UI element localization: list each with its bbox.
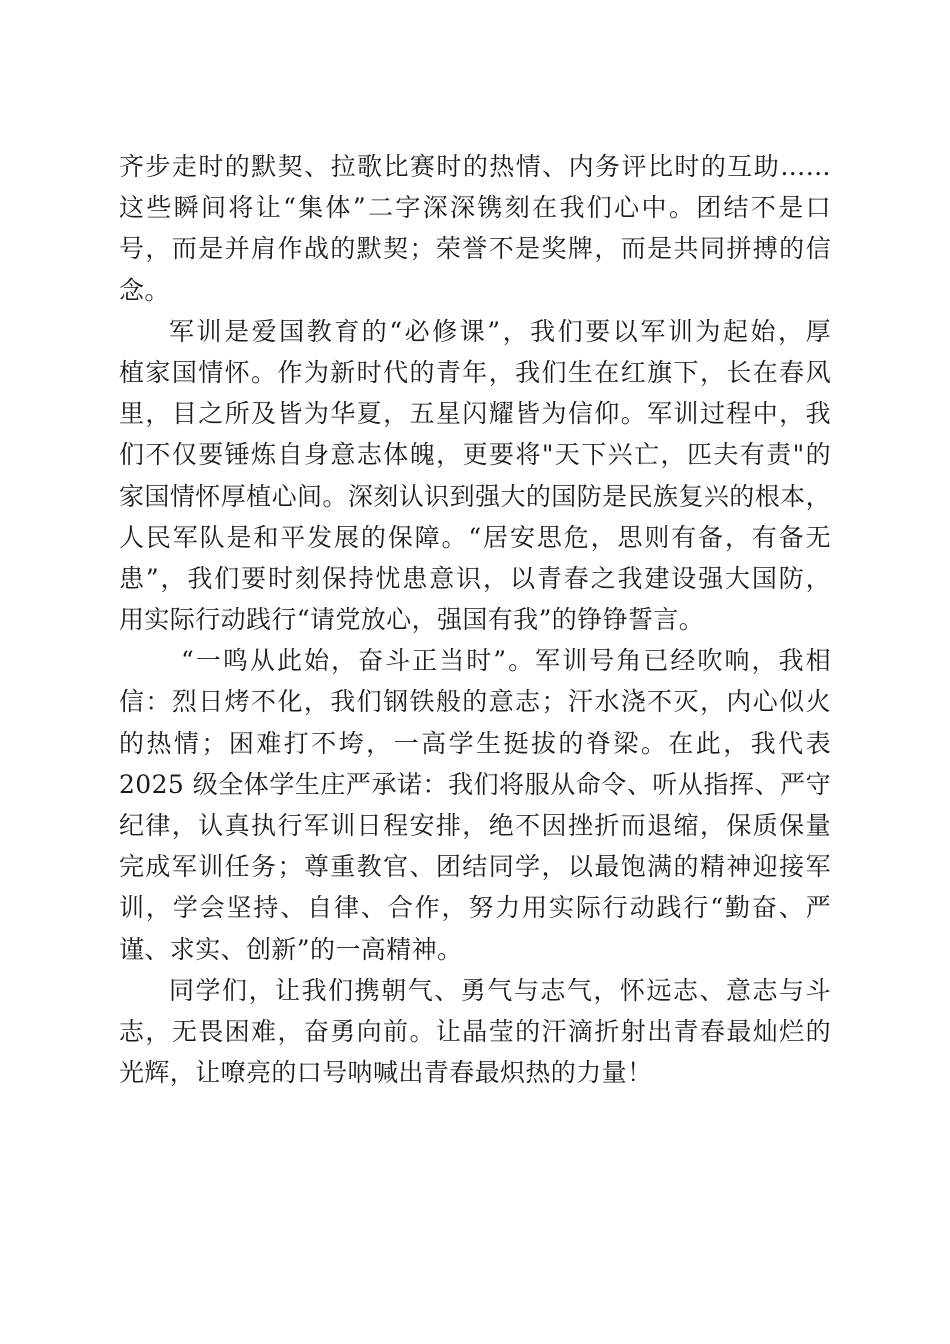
text-line: 齐步走时的默契、拉歌比赛时的热情、内务评比时的互助……: [119, 152, 831, 181]
text-line: 纪律，认真执行军训日程安排，绝不因挫折而退缩，保质保量: [119, 811, 831, 840]
paragraph-pledge: [119, 640, 831, 970]
text-line: 植家国情怀。作为新时代的青年，我们生在红旗下，长在春风: [119, 357, 831, 387]
document-body: [119, 146, 831, 1093]
text-line: 的热情；困难打不垮，一高学生挺拔的脊梁。在此，我代表: [119, 728, 831, 758]
text-line: 家国情怀厚植心间。深刻认识到强大的国防是民族复兴的根本，: [119, 481, 831, 511]
text-line: 军训是爱国教育的“必修课”，我们要以军训为起始，厚: [169, 316, 831, 346]
paragraph-collective: [119, 146, 831, 311]
text-line: 里，目之所及皆为华夏，五星闪耀皆为信仰。军训过程中，我: [119, 399, 831, 429]
text-line: 谨、求实、创新”的一高精神。: [119, 934, 463, 964]
text-line: 这些瞬间将让“集体”二字深深镌刻在我们心中。团结不是口: [119, 193, 831, 223]
text-line: 信：烈日烤不化，我们钢铁般的意志；汗水浇不灭，内心似火: [119, 687, 831, 717]
text-line: 志，无畏困难，奋勇向前。让晶莹的汗滴折射出青春最灿烂的: [119, 1016, 831, 1046]
text-line: 人民军队是和平发展的保障。“居安思危，思则有备，有备无: [119, 522, 831, 552]
text-line: 患”，我们要时刻保持忧患意识，以青春之我建设强大国防，: [119, 563, 831, 593]
text-line: “一鸣从此始，奋斗正当时”。军训号角已经吹响，我相: [181, 646, 831, 676]
paragraph-patriotism: [119, 311, 831, 641]
paragraph-closing: [119, 970, 831, 1094]
text-line: 号，而是并肩作战的默契；荣誉不是奖牌，而是共同拼搏的信: [119, 234, 831, 264]
text-line: 用实际行动践行“请党放心，强国有我”的铮铮誓言。: [119, 605, 705, 635]
text-line: 同学们，让我们携朝气、勇气与志气，怀远志、意志与斗: [169, 975, 831, 1005]
text-line: 念。: [119, 275, 170, 305]
text-line: 光辉，让嘹亮的口号呐喊出青春最炽热的力量！: [119, 1058, 653, 1088]
text-line: 2025 级全体学生庄严承诺：我们将服从命令、听从指挥、严守: [119, 769, 831, 799]
text-line: 们不仅要锤炼自身意志体魄，更要将"天下兴亡，匹夫有责"的: [119, 440, 831, 470]
text-line: 完成军训任务；尊重教官、团结同学，以最饱满的精神迎接军: [119, 852, 831, 882]
text-line: 训，学会坚持、自律、合作，努力用实际行动践行“勤奋、严: [119, 893, 831, 923]
